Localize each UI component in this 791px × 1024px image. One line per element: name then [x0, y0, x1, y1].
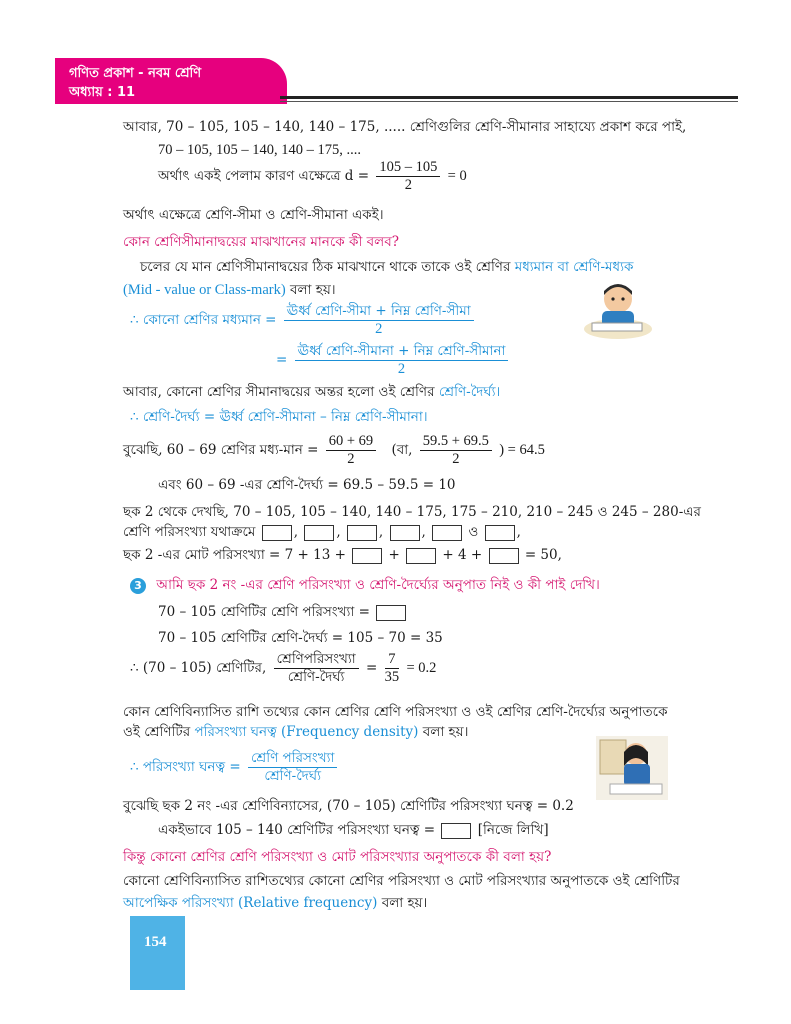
answer-box[interactable] [352, 548, 382, 564]
d-fraction [376, 159, 440, 194]
conjunction: ও [468, 524, 479, 540]
fraction-denominator: 2 [375, 321, 383, 337]
class-length-formula: ∴ শ্রেণি-দৈর্ঘ্য = ঊর্ধ্ব শ্রেণি-সীমানা – নিম্ন শ্রেণি-সীমানা। [130, 409, 428, 425]
fraction-denominator: 2 [404, 177, 412, 193]
paragraph-line [123, 723, 468, 741]
paragraph-line: কোনো শ্রেণিবিন্যাসিত রাশিতথ্যের কোনো শ্রেণির পরিসংখ্যা ও মোট পরিসংখ্যার অনুপাতকে ওই শ্রেণিটির [123, 873, 680, 889]
answer-box[interactable] [441, 823, 471, 839]
answer-box[interactable] [347, 525, 377, 541]
paragraph-text: বলা হয়। [422, 724, 469, 740]
paragraph-line [123, 383, 500, 401]
ratio-result: = 0.2 [406, 660, 437, 676]
book-title: গণিত প্রকাশ - নবম শ্রেণি [69, 66, 202, 81]
ratio-fraction [274, 651, 359, 686]
page-number-box [130, 916, 185, 990]
total-frequency-line [123, 546, 562, 564]
paragraph-text: শ্রেণি পরিসংখ্যা যথাক্রমে [123, 524, 256, 540]
term-mid-value-en: (Mid - value or Class-mark) [123, 282, 286, 298]
fraction-denominator: 2 [452, 451, 460, 467]
header-rule-thin [280, 101, 738, 102]
paragraph-text: = 50, [524, 547, 562, 563]
fraction-numerator: ঊর্ধ্ব শ্রেণি-সীমা + নিম্ন শ্রেণি-সীমা [284, 303, 474, 321]
paragraph-text: 70 – 105 শ্রেণিটির শ্রেণি পরিসংখ্যা = [158, 604, 370, 620]
paragraph-line [123, 894, 427, 912]
frequency-list-line: শ্রেণি পরিসংখ্যা যথাক্রমে , , , , ও , [123, 524, 521, 540]
mid-value-fraction-alt [295, 343, 509, 378]
boy-reading-illustration [578, 279, 654, 341]
d-result: = 0 [447, 168, 467, 184]
text-line: আবার, 70 – 105, 105 – 140, 140 – 175, ..... শ্রেণিগুলির শ্রেণি-সীমানার সাহায্যে প্রকাশ করে পাই, [123, 119, 687, 135]
example-class-length: এবং 60 – 69 -এর শ্রেণি-দৈর্ঘ্য = 69.5 – 59.5 = 10 [158, 477, 456, 493]
formula-label: ∴ কোনো শ্রেণির মধ্যমান = [130, 312, 277, 328]
paragraph-text: ছক 2 -এর মোট পরিসংখ্যা = 7 + 13 + [123, 547, 346, 563]
paragraph-text: একইভাবে 105 – 140 শ্রেণিটির পরিসংখ্যা ঘনত্ব = [158, 822, 436, 838]
frequency-density-formula [130, 750, 340, 785]
formula-label: ∴ (70 – 105) শ্রেণিটির, [130, 660, 267, 676]
fraction-numerator: 59.5 + 69.5 [420, 433, 492, 451]
text-line: অর্থাৎ এক্ষেত্রে শ্রেণি-সীমা ও শ্রেণি-সীমানা একই। [123, 207, 384, 223]
paragraph-line: কোন শ্রেণিবিন্যাসিত রাশি তথ্যের কোন শ্রেণির শ্রেণি পরিসংখ্যা ও ওই শ্রেণির শ্রেণি-দৈর্ঘ্যের অনুপাতকে [123, 704, 668, 720]
answer-box[interactable] [262, 525, 292, 541]
equals-sign: = [366, 660, 378, 676]
ratio-line [158, 603, 408, 621]
question-text: আমি ছক 2 নং -এর শ্রেণি পরিসংখ্যা ও শ্রেণি-দৈর্ঘ্যের অনুপাত নিই ও কী পাই দেখি। [156, 577, 600, 593]
question-heading-3 [130, 576, 600, 594]
fraction-numerator: 105 – 105 [376, 159, 440, 177]
density-fraction [248, 750, 337, 785]
fraction-numerator: 60 + 69 [326, 433, 376, 451]
girl-writing-illustration [596, 736, 668, 800]
fraction-numerator: শ্রেণিপরিসংখ্যা [274, 651, 359, 669]
mid-value-formula-alt [276, 343, 511, 378]
mid-value-formula [130, 303, 477, 338]
fraction-denominator: 2 [397, 361, 406, 377]
answer-box[interactable] [304, 525, 334, 541]
answer-box[interactable] [376, 605, 406, 621]
plus-sign: + [388, 547, 400, 563]
answer-box[interactable] [432, 525, 462, 541]
equals-sign: = [276, 352, 288, 368]
ratio-value-fraction [385, 651, 400, 686]
ratio-line: 70 – 105 শ্রেণিটির শ্রেণি-দৈর্ঘ্য = 105 – 70 = 35 [158, 630, 443, 646]
paragraph-text: চলের যে মান শ্রেণিসীমানাদ্বয়ের ঠিক মাঝখানে থাকে তাকে ওই শ্রেণির [140, 259, 511, 275]
chapter-header [55, 58, 287, 104]
practice-line [158, 821, 549, 839]
self-write-note: [নিজে লিখি] [477, 822, 549, 838]
answer-box[interactable] [485, 525, 515, 541]
term-mid-value: মধ্যমান বা শ্রেণি-মধ্যক [514, 259, 634, 275]
paragraph-text: ওই শ্রেণিটির [123, 724, 191, 740]
d-formula [158, 159, 467, 194]
fraction-numerator: ঊর্ধ্ব শ্রেণি-সীমানা + নিম্ন শ্রেণি-সীমানা [295, 343, 509, 361]
term-relative-frequency: আপেক্ষিক পরিসংখ্যা (Relative frequency) [123, 895, 378, 911]
paragraph-line [123, 281, 336, 299]
example-mid-value [123, 433, 545, 468]
paragraph-text: আবার, কোনো শ্রেণির সীমানাদ্বয়ের অন্তর হলো ওই শ্রেণির [123, 384, 435, 400]
number-bullet: 3 [130, 578, 146, 594]
ratio-formula [130, 651, 436, 686]
term-frequency-density: পরিসংখ্যা ঘনত্ব (Frequency density) [194, 724, 419, 740]
example-text: (বা, [391, 442, 413, 458]
answer-box[interactable] [406, 548, 436, 564]
paragraph-line [140, 258, 633, 276]
paragraph-text: + 4 + [442, 547, 483, 563]
paragraph-text: বলা হয়। [289, 282, 336, 298]
paragraph-text: বলা হয়। [381, 895, 428, 911]
example-fraction-alt [420, 433, 492, 468]
formula-label: ∴ পরিসংখ্যা ঘনত্ব = [130, 759, 241, 775]
text-line: 70 – 105, 105 – 140, 140 – 175, .... [158, 142, 361, 158]
example-result: ) = 64.5 [499, 442, 545, 458]
fraction-denominator: 2 [347, 451, 355, 467]
term-class-length: শ্রেণি-দৈর্ঘ্য। [438, 384, 501, 400]
d-formula-text: অর্থাৎ একই পেলাম কারণ এক্ষেত্রে d = [158, 168, 370, 184]
question-heading: কিন্তু কোনো শ্রেণির শ্রেণি পরিসংখ্যা ও মোট পরিসংখ্যার অনুপাতকে কী বলা হয়? [123, 849, 552, 865]
answer-box[interactable] [489, 548, 519, 564]
fraction-denominator: 35 [384, 669, 400, 685]
fraction-numerator: 7 [385, 651, 400, 669]
chapter-label: অধ্যায় : 11 [69, 85, 136, 100]
example-text: বুঝেছি, 60 – 69 শ্রেণির মধ্য-মান = [123, 442, 319, 458]
header-rule [280, 96, 738, 99]
fraction-numerator: শ্রেণি পরিসংখ্যা [248, 750, 337, 768]
paragraph-line: ছক 2 থেকে দেখছি, 70 – 105, 105 – 140, 140 – 175, 175 – 210, 210 – 245 ও 245 – 280-এর [123, 504, 701, 520]
mid-value-fraction [284, 303, 474, 338]
answer-box[interactable] [390, 525, 420, 541]
fraction-denominator: শ্রেণি-দৈর্ঘ্য [287, 669, 345, 685]
question-heading: কোন শ্রেণিসীমানাদ্বয়ের মাঝখানের মানকে কী বলব? [123, 234, 399, 250]
paragraph-line: বুঝেছি ছক 2 নং -এর শ্রেণিবিন্যাসের, (70 – 105) শ্রেণিটির পরিসংখ্যা ঘনত্ব = 0.2 [123, 798, 574, 814]
page-number: 154 [144, 934, 167, 950]
example-fraction [326, 433, 376, 468]
fraction-denominator: শ্রেণি-দৈর্ঘ্য [264, 768, 322, 784]
